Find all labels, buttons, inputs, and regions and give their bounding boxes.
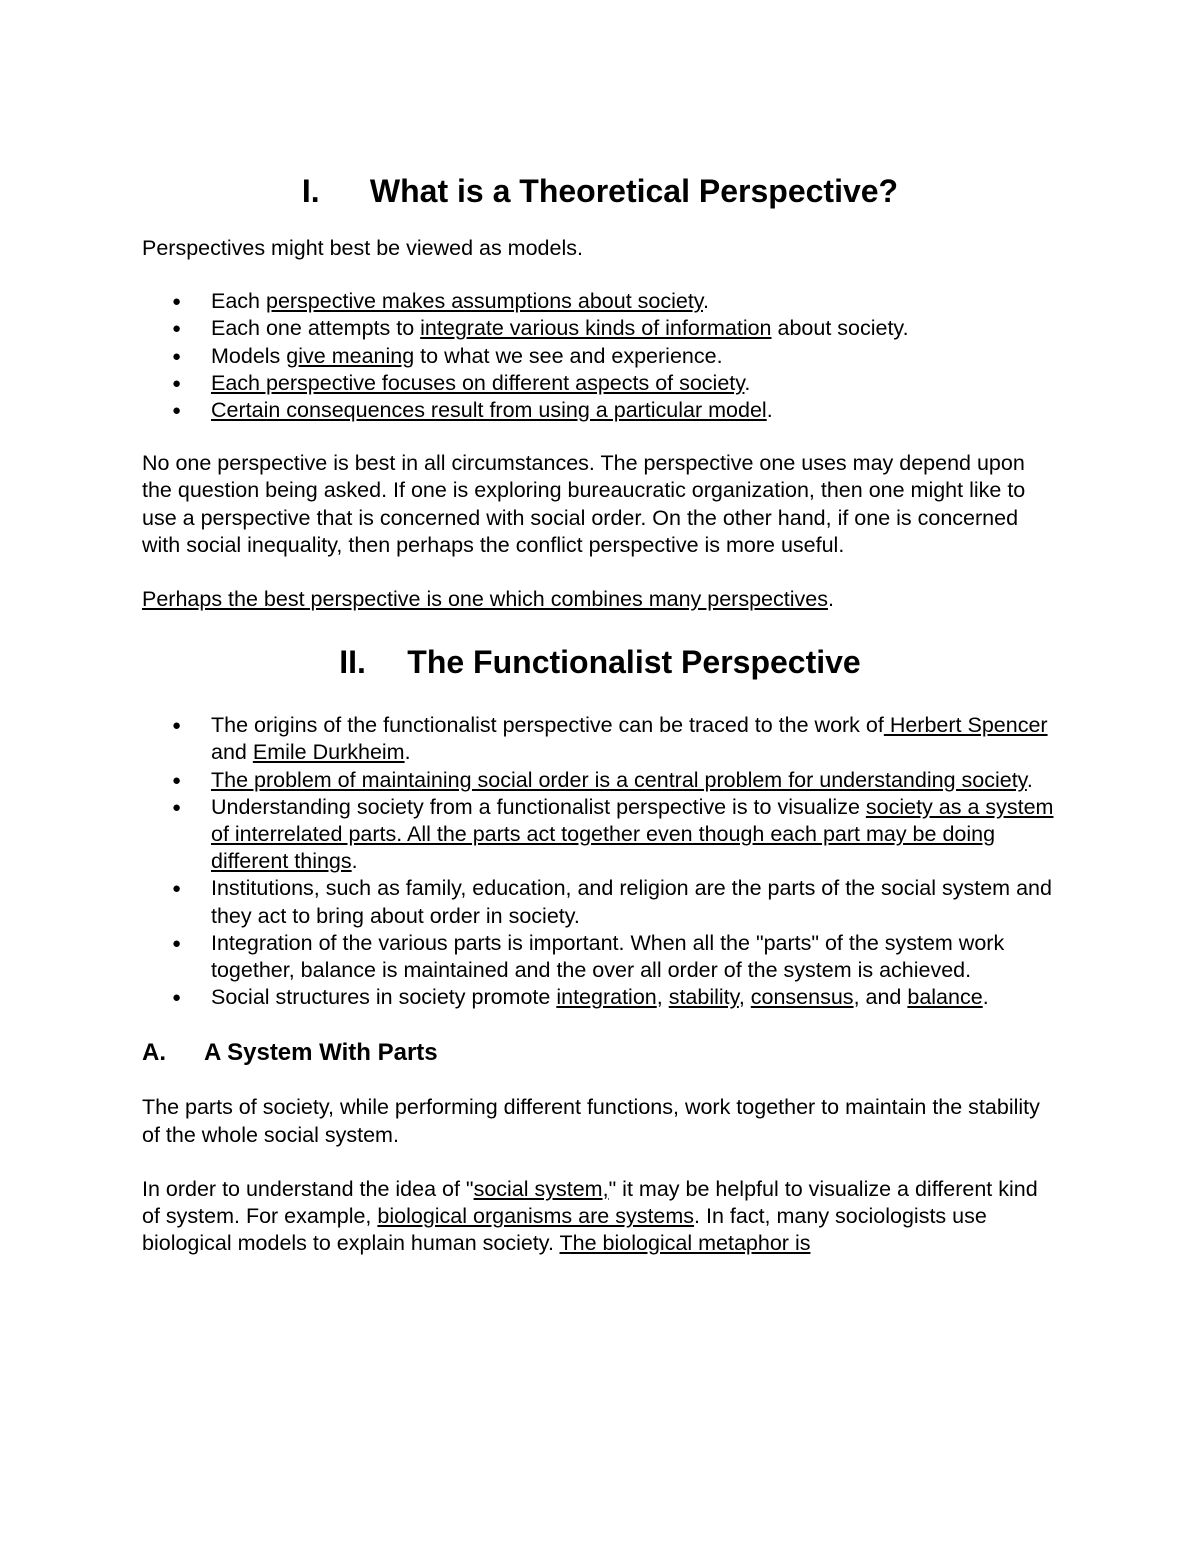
- list-item: ● The origins of the functionalist perspective can be traced to the work of Herbert Spencer and Emile Durkheim.: [172, 713, 1048, 765]
- body-paragraph: The parts of society, while performing different functions, work together to maintain the stability of the whole social system.: [142, 1095, 1040, 1147]
- bullet-icon: ●: [172, 880, 182, 898]
- intro-paragraph: Perspectives might best be viewed as models.: [142, 236, 583, 260]
- document-page: [142, 165, 1058, 1257]
- list-item: ● Models give meaning to what we see and experience.: [142, 343, 1058, 370]
- bullet-icon: ●: [172, 293, 182, 311]
- bullet-icon: ●: [172, 771, 182, 789]
- body-paragraph: In order to understand the idea of "social system," it may be helpful to visualize a different kind of system. For example, biological organisms are systems. In fact, many sociologists use biological models to explain human society. The biological metaphor is: [142, 1176, 1038, 1256]
- bullet-icon: ●: [172, 798, 182, 816]
- section-heading-2: [142, 642, 1058, 682]
- bullet-icon: ●: [172, 374, 182, 392]
- bullet-icon: ●: [172, 347, 182, 365]
- section-title: The Functionalist Perspective: [407, 644, 861, 681]
- list-item: ● The problem of maintaining social order is a central problem for understanding society.: [142, 767, 1058, 794]
- list-item: ● Social structures in society promote integration, stability, consensus, and balance.: [142, 984, 1058, 1011]
- bullet-list-perspectives: [142, 288, 1058, 424]
- bullet-icon: ●: [172, 934, 182, 952]
- section-number: II.: [339, 644, 366, 681]
- bullet-icon: ●: [172, 320, 182, 338]
- list-item: ● Integration of the various parts is important. When all the "parts" of the system work together, balance is maintained and the over all order of the system is achieved.: [172, 930, 1005, 983]
- section-heading-1: [142, 171, 1058, 211]
- bullet-icon: ●: [172, 717, 182, 735]
- list-item: ● Understanding society from a functionalist perspective is to visualize society as a system of interrelated parts. All the parts act together even though each part may be doing different things.: [172, 794, 1054, 874]
- closing-line: Perhaps the best perspective is one which combines many perspectives.: [142, 587, 834, 612]
- list-item: ● Each one attempts to integrate various kinds of information about society.: [142, 315, 1058, 342]
- body-paragraph: No one perspective is best in all circumstances. The perspective one uses may depend upon the question being asked. If one is exploring bureaucratic organization, then one might like to use a perspective that is concerned with social order. On the other hand, if one is concerned with social inequality, then perhaps the conflict perspective is more useful.: [142, 451, 1026, 557]
- subsection-number: A.: [142, 1039, 166, 1067]
- subsection-heading-a: [142, 1038, 1058, 1068]
- subsection-title: A System With Parts: [204, 1039, 438, 1067]
- list-item: ● Certain consequences result from using a particular model.: [142, 397, 1058, 424]
- section-number: I.: [301, 173, 320, 209]
- list-item: ● Each perspective focuses on different aspects of society.: [142, 370, 1058, 397]
- bullet-list-functionalist: [142, 712, 1058, 1011]
- bullet-icon: ●: [172, 989, 182, 1007]
- bullet-icon: ●: [172, 402, 182, 420]
- section-title: What is a Theoretical Perspective?: [369, 173, 899, 209]
- list-item: ● Institutions, such as family, education, and religion are the parts of the social system and they act to bring about order in society.: [172, 876, 1052, 928]
- list-item: ● Each perspective makes assumptions about society.: [142, 288, 1058, 315]
